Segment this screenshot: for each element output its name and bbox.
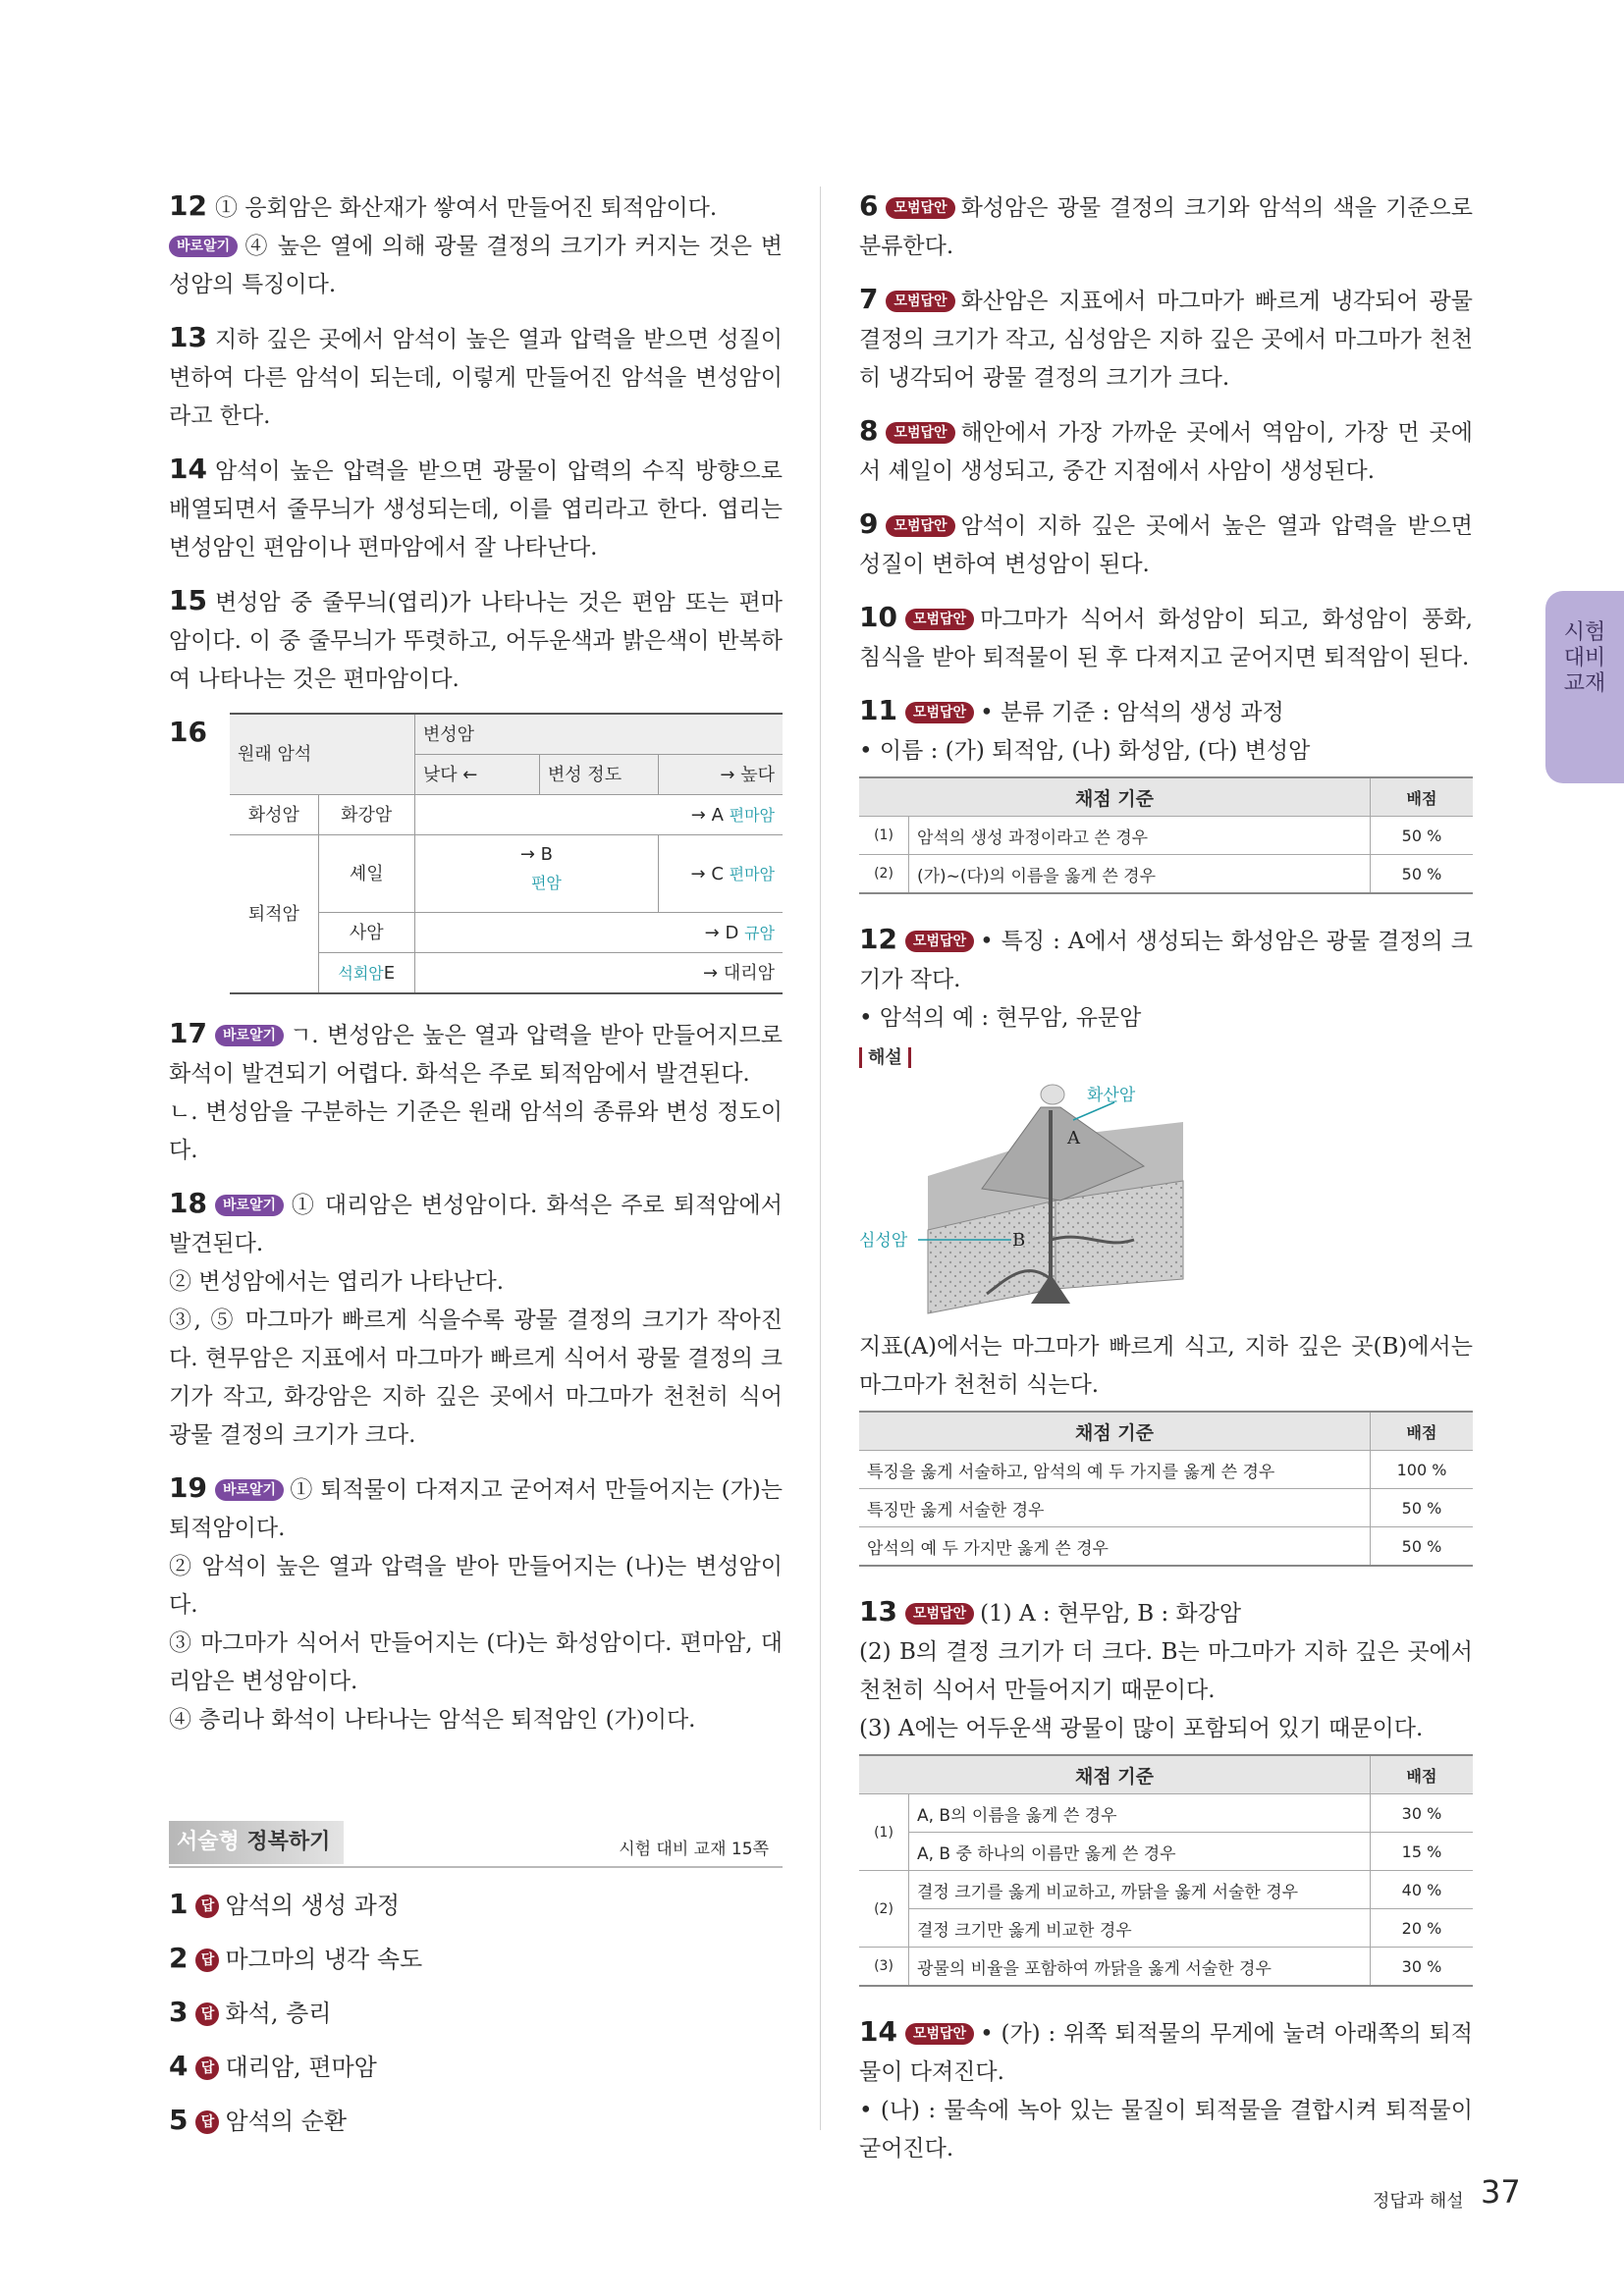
question-number: 18 — [169, 1187, 207, 1219]
criterion: A, B 중 하나의 이름만 옳게 쓴 경우 — [909, 1833, 1371, 1871]
model-answer-badge: 모범답안 — [886, 291, 954, 312]
banner-reference: 시험 대비 교재 15쪽 — [619, 1840, 769, 1859]
model-answer-badge: 모범답안 — [886, 515, 954, 537]
question-number: 9 — [859, 507, 879, 540]
answer-number: 4 — [169, 2050, 189, 2082]
result-cell — [414, 913, 783, 953]
scoring-header: 채점 기준 — [859, 777, 1371, 817]
answer-text: • (나) : 물속에 녹아 있는 물질이 퇴적물을 결합시켜 퇴적물이 굳어진다. — [859, 2098, 1473, 2162]
question-10 — [859, 598, 1473, 677]
points: 50 % — [1371, 855, 1474, 894]
points: 20 % — [1371, 1909, 1474, 1948]
answer-text: 해안에서 가장 가까운 곳에서 역암이, 가장 먼 곳에서 셰일이 생성되고, 중간 지점에서 사암이 생성된다. — [859, 420, 1473, 484]
note-gneiss: 편마암 — [729, 805, 775, 825]
answer-text: 암석의 생성 과정 — [225, 1892, 401, 1919]
answer-text: 암석이 지하 깊은 곳에서 높은 열과 압력을 받으면 성질이 변하여 변성암이 된다. — [859, 513, 1473, 577]
volcano-diagram — [859, 1083, 1473, 1318]
answer-text: 마그마가 식어서 화성암이 되고, 화성암이 풍화, 침식을 받아 퇴적물이 된 후 다져지고 굳어지면 퇴적암이 된다. — [859, 607, 1473, 670]
question-number: 10 — [859, 601, 897, 633]
question-6 — [859, 187, 1473, 266]
answer-badge: 답 — [195, 1949, 219, 1972]
question-number: 12 — [169, 189, 207, 222]
answer-text: ① 퇴적물이 다져지고 굳어져서 만들어지는 (가)는 퇴적암이다. — [169, 1477, 783, 1541]
answer-text: ③ 마그마가 식어서 만들어지는 (다)는 화성암이다. 편마암, 대리암은 변성암이다. — [169, 1630, 783, 1694]
side-tab-text: 교재 — [1563, 671, 1606, 696]
answer-text: 변성암 중 줄무늬(엽리)가 나타나는 것은 편암 또는 편마암이다. 이 중 줄무늬가 뚜렷하고, 어두운색과 밝은색이 반복하여 나타나는 것은 편마암이다. — [169, 590, 783, 692]
question-13 — [859, 1592, 1473, 1748]
answer-text: 암석이 높은 압력을 받으면 광물이 압력의 수직 방향으로 배열되면서 줄무늬가 생성되는데, 이를 엽리라고 한다. 엽리는 변성암인 편암이나 편마암에서 잘 나타난다. — [169, 458, 783, 561]
model-answer-badge: 모범답안 — [905, 2023, 974, 2045]
left-column — [169, 187, 783, 2136]
volcanic-rock-label: 화산암 — [1087, 1086, 1136, 1105]
question-number: 14 — [859, 2015, 897, 2048]
banner-title-dark: 정복하기 — [239, 1830, 331, 1854]
answer-text: 화산암은 지표에서 마그마가 빠르게 냉각되어 광물 결정의 크기가 작고, 심성암은 지하 깊은 곳에서 마그마가 천천히 냉각되어 광물 결정의 크기가 크다. — [859, 289, 1473, 391]
banner-title — [169, 1821, 344, 1864]
question-12 — [859, 920, 1473, 1077]
row-index: (1) — [859, 817, 909, 855]
model-answer-badge: 모범답안 — [886, 422, 954, 444]
header-original-rock: 원래 암석 — [230, 714, 414, 795]
row-index: (2) — [859, 1871, 909, 1948]
question-7 — [859, 280, 1473, 398]
answer-text: 지하 깊은 곳에서 암석이 높은 열과 압력을 받으면 성질이 변하여 다른 암석이 되는데, 이렇게 만들어진 암석을 변성암이라고 한다. — [169, 327, 783, 429]
column-divider — [820, 187, 821, 2130]
correct-badge: 바로알기 — [215, 1479, 284, 1501]
question-number: 12 — [859, 923, 897, 955]
banner-title-white: 서술형 — [177, 1830, 240, 1854]
model-answer-badge: 모범답안 — [905, 1603, 974, 1625]
answer-text: • 분류 기준 : 암석의 생성 과정 — [980, 700, 1284, 725]
header-degree: 변성 정도 — [539, 755, 658, 795]
question-number: 13 — [169, 321, 207, 353]
model-answer-badge: 모범답안 — [905, 931, 974, 952]
points-header: 배점 — [1371, 777, 1474, 817]
scoring-table-11 — [859, 776, 1473, 894]
right-column — [859, 187, 1473, 2182]
answer-text: • (가) : 위쪽 퇴적물의 무게에 눌려 아래쪽의 퇴적물이 다져진다. — [859, 2021, 1473, 2085]
answer-number: 1 — [169, 1888, 189, 1920]
result-c: → C — [690, 863, 724, 884]
page-number: 37 — [1481, 2173, 1521, 2211]
criterion: 특징만 옳게 서술한 경우 — [859, 1489, 1371, 1527]
model-answer-badge: 모범답안 — [886, 197, 954, 219]
answer-text: (1) A : 현무암, B : 화강암 — [980, 1601, 1242, 1627]
section-side-tab — [1545, 591, 1624, 783]
header-low: 낮다 ← — [414, 755, 539, 795]
question-14 — [859, 2012, 1473, 2168]
question-number: 17 — [169, 1017, 207, 1049]
question-13 — [169, 318, 783, 436]
row-index: (1) — [859, 1794, 909, 1871]
points-header: 배점 — [1371, 1412, 1474, 1451]
answer-number: 5 — [169, 2104, 189, 2136]
plutonic-rock-label: 심성암 — [859, 1231, 908, 1251]
criterion: 특징을 옳게 서술하고, 암석의 예 두 가지를 옳게 쓴 경우 — [859, 1451, 1371, 1489]
question-number: 13 — [859, 1595, 897, 1628]
question-number: 19 — [169, 1471, 207, 1504]
scoring-header: 채점 기준 — [859, 1412, 1371, 1451]
correct-badge: 바로알기 — [215, 1195, 284, 1216]
short-answer-5 — [169, 2106, 783, 2136]
header-high: → 높다 — [659, 755, 784, 795]
short-answer-2 — [169, 1944, 783, 1974]
answer-text: ② 암석이 높은 열과 압력을 받아 만들어지는 (나)는 변성암이다. — [169, 1554, 783, 1618]
model-answer-badge: 모범답안 — [905, 702, 974, 723]
metamorphic-table — [230, 713, 783, 994]
points: 100 % — [1371, 1451, 1474, 1489]
answer-text: 화성암은 광물 결정의 크기와 암석의 색을 기준으로 분류한다. — [859, 195, 1473, 259]
criterion: (가)~(다)의 이름을 옳게 쓴 경우 — [909, 855, 1371, 894]
rock-shale: 셰일 — [318, 835, 414, 913]
answer-text: ㄴ. 변성암을 구분하는 기준은 원래 암석의 종류와 변성 정도이다. — [169, 1099, 783, 1163]
criterion: 암석의 예 두 가지만 옳게 쓴 경우 — [859, 1527, 1371, 1567]
question-11 — [859, 691, 1473, 771]
label-b: B — [1012, 1230, 1026, 1251]
question-18 — [169, 1184, 783, 1455]
rock-granite: 화강암 — [318, 795, 414, 835]
question-number: 16 — [169, 716, 207, 748]
points: 40 % — [1371, 1871, 1474, 1909]
question-number: 8 — [859, 414, 879, 447]
row-index: (3) — [859, 1948, 909, 1987]
rock-type-igneous: 화성암 — [230, 795, 318, 835]
result-a: → A — [690, 804, 724, 826]
criterion: 결정 크기를 옳게 비교하고, 까닭을 옳게 서술한 경우 — [909, 1871, 1371, 1909]
result-cell — [414, 795, 783, 835]
note-quartzite: 규암 — [744, 923, 775, 942]
criterion: 광물의 비율을 포함하여 까닭을 옳게 서술한 경우 — [909, 1948, 1371, 1987]
points: 50 % — [1371, 1489, 1474, 1527]
answer-badge: 답 — [195, 1895, 219, 1918]
question-16 — [169, 713, 783, 994]
result-marble: → 대리암 — [414, 953, 783, 994]
essay-section — [169, 1821, 783, 2160]
short-answer-4 — [169, 2052, 783, 2082]
answer-text: ① 대리암은 변성암이다. 화석은 주로 퇴적암에서 발견된다. — [169, 1193, 783, 1256]
question-12 — [169, 187, 783, 304]
answer-text: • 암석의 예 : 현무암, 유문암 — [859, 1005, 1142, 1031]
answer-text: ㄱ. 변성암은 높은 열과 압력을 받아 만들어지므로 화석이 발견되기 어렵다. 화석은 주로 퇴적암에서 발견된다. — [169, 1023, 783, 1087]
answer-number: 3 — [169, 1996, 189, 2028]
scoring-table-12 — [859, 1411, 1473, 1567]
result-d: → D — [704, 922, 739, 943]
question-number: 7 — [859, 283, 879, 315]
correct-badge: 바로알기 — [169, 236, 238, 257]
question-number: 11 — [859, 694, 897, 726]
answer-badge: 답 — [195, 2110, 219, 2134]
answer-text: • 이름 : (가) 퇴적암, (나) 화성암, (다) 변성암 — [859, 738, 1311, 764]
rock-e: E — [383, 962, 396, 984]
answer-badge: 답 — [195, 2002, 219, 2026]
question-number: 14 — [169, 453, 207, 485]
question-number: 6 — [859, 189, 879, 222]
answer-text: ① 응회암은 화산재가 쌓여서 만들어진 퇴적암이다. — [214, 195, 718, 221]
explanation-tag: 해설 — [859, 1047, 911, 1068]
question-17 — [169, 1014, 783, 1170]
answer-text: 암석의 순환 — [225, 2108, 348, 2135]
question-9 — [859, 505, 1473, 584]
points: 30 % — [1371, 1794, 1474, 1833]
rock-e-cell — [318, 953, 414, 994]
model-answer-badge: 모범답안 — [905, 609, 974, 630]
points: 50 % — [1371, 817, 1474, 855]
answer-number: 2 — [169, 1942, 189, 1974]
answer-text: ③, ⑤ 마그마가 빠르게 식을수록 광물 결정의 크기가 작아진다. 현무암은 지표에서 마그마가 빠르게 식어서 광물 결정의 크기가 작고, 화강암은 지하 깊은 곳에서 마그마가 천천히 식어 광물 결정의 크기가 크다. — [169, 1308, 783, 1448]
points: 50 % — [1371, 1527, 1474, 1567]
row-index: (2) — [859, 855, 909, 894]
points-header: 배점 — [1371, 1755, 1474, 1794]
mid-cell — [414, 835, 658, 913]
side-tab-text: 대비 — [1563, 646, 1606, 670]
answer-text: 마그마의 냉각 속도 — [225, 1946, 423, 1973]
label-a: A — [1067, 1128, 1080, 1148]
points: 30 % — [1371, 1948, 1474, 1987]
answer-text: (3) A에는 어두운색 광물이 많이 포함되어 있기 때문이다. — [859, 1716, 1424, 1741]
answer-text: ② 변성암에서는 엽리가 나타난다. — [169, 1269, 505, 1295]
answer-badge: 답 — [195, 2056, 219, 2080]
rock-sandstone: 사암 — [318, 913, 414, 953]
question-19 — [169, 1468, 783, 1739]
volcano-illustration — [859, 1083, 1473, 1318]
footer-section-label: 정답과 해설 — [1373, 2191, 1464, 2212]
answer-text: (2) B의 결정 크기가 더 크다. B는 마그마가 지하 깊은 곳에서 천천히 식어서 만들어지기 때문이다. — [859, 1639, 1473, 1703]
question-number: 15 — [169, 584, 207, 616]
points: 15 % — [1371, 1833, 1474, 1871]
note-limestone: 석회암 — [338, 963, 384, 983]
answer-text: ④ 층리나 화석이 나타나는 암석은 퇴적암인 (가)이다. — [169, 1707, 696, 1733]
note-gneiss: 편마암 — [729, 864, 775, 883]
diagram-explanation: 지표(A)에서는 마그마가 빠르게 식고, 지하 깊은 곳(B)에서는 마그마가 천천히 식는다. — [859, 1334, 1473, 1398]
answer-text: • 특징 : A에서 생성되는 화성암은 광물 결정의 크기가 작다. — [859, 929, 1473, 992]
rock-type-sedimentary: 퇴적암 — [230, 835, 318, 994]
header-metamorphic: 변성암 — [414, 714, 783, 755]
criterion: A, B의 이름을 옳게 쓴 경우 — [909, 1794, 1371, 1833]
result-cell — [659, 835, 784, 913]
short-answer-1 — [169, 1890, 783, 1920]
criterion: 암석의 생성 과정이라고 쓴 경우 — [909, 817, 1371, 855]
note-schist: 편암 — [530, 874, 562, 892]
question-8 — [859, 411, 1473, 491]
result-b: → B — [519, 844, 553, 865]
criterion: 결정 크기만 옳게 비교한 경우 — [909, 1909, 1371, 1948]
answer-text: 화석, 층리 — [225, 2000, 332, 2027]
question-14 — [169, 450, 783, 567]
answer-text: 대리암, 편마암 — [225, 2054, 377, 2081]
section-banner — [169, 1821, 783, 1868]
scoring-table-13 — [859, 1754, 1473, 1987]
side-tab-text: 시험 — [1563, 620, 1606, 645]
scoring-header: 채점 기준 — [859, 1755, 1371, 1794]
question-15 — [169, 581, 783, 699]
correct-badge: 바로알기 — [215, 1025, 284, 1046]
short-answer-3 — [169, 1998, 783, 2028]
answer-text: ④ 높은 열에 의해 광물 결정의 크기가 커지는 것은 변성암의 특징이다. — [169, 234, 783, 297]
